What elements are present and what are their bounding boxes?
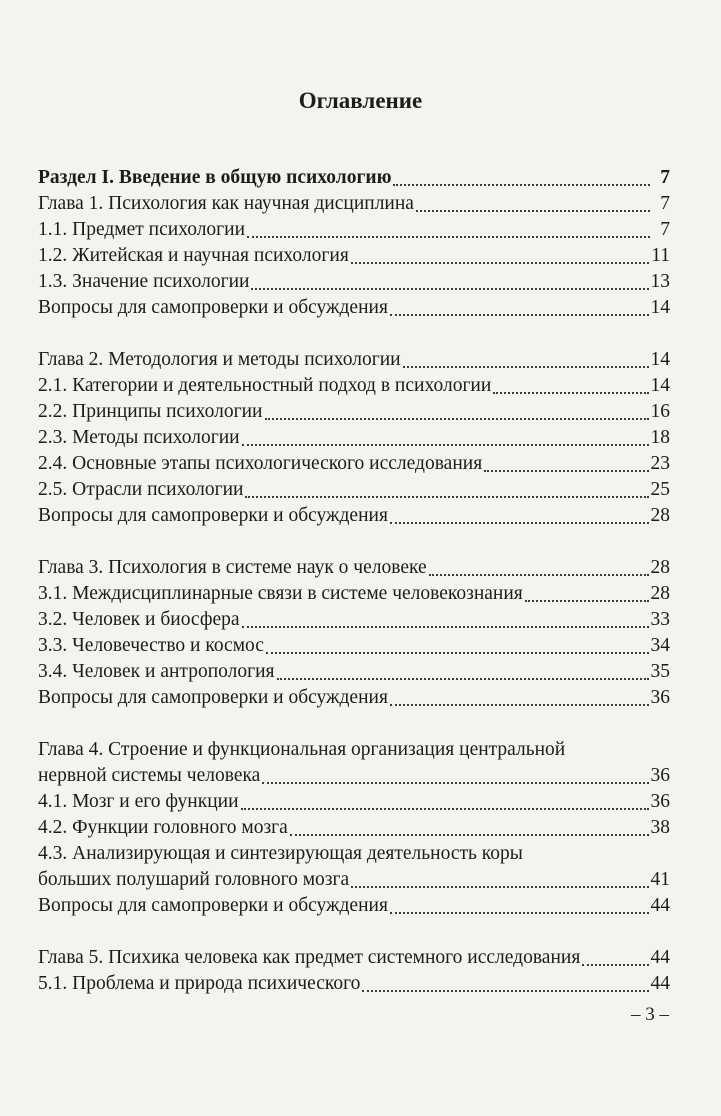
- toc-entry: [38, 893, 670, 919]
- toc-entry-page: 28: [650, 557, 670, 578]
- toc-entry-page: 13: [650, 271, 670, 292]
- toc-entry: [38, 217, 670, 243]
- toc-entry-title: больших полушарий головного мозга: [38, 869, 350, 890]
- dot-leader: [351, 886, 648, 888]
- toc-entry: [38, 165, 670, 191]
- toc-entry: [38, 555, 670, 581]
- toc-entry: [38, 945, 670, 971]
- section-gap: [38, 529, 670, 555]
- toc-entry: [38, 659, 670, 685]
- toc-entry-page: 25: [650, 479, 670, 500]
- toc-entry-page: 7: [660, 167, 670, 188]
- section-gap: [38, 919, 670, 945]
- toc-entry-title: 3.2. Человек и биосфера: [38, 609, 240, 630]
- toc-entry-page: 34: [650, 635, 670, 656]
- toc-entry-title: 4.1. Мозг и его функции: [38, 791, 239, 812]
- toc-entry-title: Глава 3. Психология в системе наук о человеке: [38, 557, 427, 578]
- toc-entry-title: 4.2. Функции головного мозга: [38, 817, 288, 838]
- toc-entry-title: 1.3. Значение психологии: [38, 271, 250, 292]
- toc-entry-title: 2.5. Отрасли психологии: [38, 479, 244, 500]
- dot-leader: [351, 262, 649, 264]
- toc-entry-title: Раздел I. Введение в общую психологию: [38, 167, 392, 188]
- toc-entry-page: 16: [650, 401, 670, 422]
- dot-leader: [390, 704, 649, 706]
- dot-leader: [242, 444, 649, 446]
- dot-leader: [245, 496, 648, 498]
- dot-leader: [390, 912, 649, 914]
- dot-leader: [416, 210, 650, 212]
- toc-entry: [38, 763, 670, 789]
- dot-leader: [393, 184, 650, 186]
- toc-entry-page: 11: [651, 245, 670, 266]
- toc-entry: [38, 477, 670, 503]
- toc-entry-title: 1.1. Предмет психологии: [38, 219, 246, 240]
- dot-leader: [429, 574, 649, 576]
- toc-entry-page: 14: [650, 297, 670, 318]
- dot-leader: [362, 990, 648, 992]
- dot-leader: [262, 782, 648, 784]
- toc-entry: [38, 971, 670, 997]
- toc-entry: [38, 451, 670, 477]
- toc-entry-title: 2.4. Основные этапы психологического исследования: [38, 453, 483, 474]
- toc-entry-page: 36: [650, 687, 670, 708]
- dot-leader: [277, 678, 649, 680]
- dot-leader: [390, 314, 649, 316]
- toc-entry-page: 23: [650, 453, 670, 474]
- dot-leader: [525, 600, 649, 602]
- toc-entry-page: 44: [650, 973, 670, 994]
- dot-leader: [266, 652, 649, 654]
- section-gap: [38, 321, 670, 347]
- toc-entry-line: Глава 4. Строение и функциональная организация центральной: [38, 739, 566, 760]
- toc-entry-title: Глава 2. Методология и методы психологии: [38, 349, 401, 370]
- dot-leader: [493, 392, 648, 394]
- dot-leader: [290, 834, 649, 836]
- toc-entry-page: 36: [650, 791, 670, 812]
- dot-leader: [390, 522, 649, 524]
- toc-entry: [38, 269, 670, 295]
- toc-entry-title: Вопросы для самопроверки и обсуждения: [38, 895, 388, 916]
- toc-entry-line: 4.3. Анализирующая и синтезирующая деятельность коры: [38, 843, 523, 864]
- toc-entry: [38, 581, 670, 607]
- toc-entry: [38, 243, 670, 269]
- toc-entry-page: 44: [650, 947, 670, 968]
- table-of-contents: [38, 165, 670, 997]
- toc-entry-title: Вопросы для самопроверки и обсуждения: [38, 505, 388, 526]
- toc-entry-page: 38: [650, 817, 670, 838]
- dot-leader: [484, 470, 648, 472]
- toc-entry-page: 28: [650, 583, 670, 604]
- toc-entry-page: 44: [650, 895, 670, 916]
- toc-entry-page: 18: [650, 427, 670, 448]
- toc-entry-page: 14: [650, 375, 670, 396]
- dot-leader: [241, 808, 649, 810]
- dot-leader: [265, 418, 649, 420]
- toc-entry-page: 33: [650, 609, 670, 630]
- page-number: – 3 –: [631, 1004, 669, 1025]
- toc-entry-title: 2.1. Категории и деятельностный подход в психологии: [38, 375, 492, 396]
- toc-entry: [38, 685, 670, 711]
- toc-entry: [38, 191, 670, 217]
- toc-entry: [38, 503, 670, 529]
- toc-entry-title: 3.4. Человек и антропология: [38, 661, 275, 682]
- toc-entry-title: нервной системы человека: [38, 765, 261, 786]
- toc-entry: [38, 373, 670, 399]
- toc-entry-page: 41: [650, 869, 670, 890]
- dot-leader: [247, 236, 650, 238]
- toc-entry-title: Вопросы для самопроверки и обсуждения: [38, 687, 388, 708]
- toc-entry-page: 7: [660, 219, 670, 240]
- toc-entry-title: 2.3. Методы психологии: [38, 427, 240, 448]
- toc-entry-title: 3.3. Человечество и космос: [38, 635, 264, 656]
- section-gap: [38, 711, 670, 737]
- toc-entry-title: Глава 5. Психика человека как предмет системного исследования: [38, 947, 581, 968]
- toc-entry: [38, 633, 670, 659]
- toc-entry-title: 2.2. Принципы психологии: [38, 401, 263, 422]
- toc-entry-title: 1.2. Житейская и научная психология: [38, 245, 349, 266]
- dot-leader: [251, 288, 648, 290]
- toc-entry: [38, 425, 670, 451]
- dot-leader: [582, 964, 648, 966]
- toc-entry: [38, 867, 670, 893]
- toc-entry-page: 7: [660, 193, 670, 214]
- toc-entry: [38, 399, 670, 425]
- toc-entry: [38, 607, 670, 633]
- dot-leader: [242, 626, 649, 628]
- toc-entry: [38, 347, 670, 373]
- toc-entry-title: Вопросы для самопроверки и обсуждения: [38, 297, 388, 318]
- toc-entry-title: 3.1. Междисциплинарные связи в системе человекознания: [38, 583, 523, 604]
- toc-entry-page: 36: [650, 765, 670, 786]
- toc-entry-title: 5.1. Проблема и природа психического: [38, 973, 361, 994]
- toc-entry-page: 28: [650, 505, 670, 526]
- dot-leader: [403, 366, 649, 368]
- toc-entry-title: Глава 1. Психология как научная дисциплина: [38, 193, 414, 214]
- page-title: Оглавление: [298, 88, 423, 113]
- toc-entry: [38, 789, 670, 815]
- toc-entry-page: 35: [650, 661, 670, 682]
- toc-entry-page: 14: [650, 349, 670, 370]
- toc-entry: [38, 815, 670, 841]
- toc-entry: [38, 295, 670, 321]
